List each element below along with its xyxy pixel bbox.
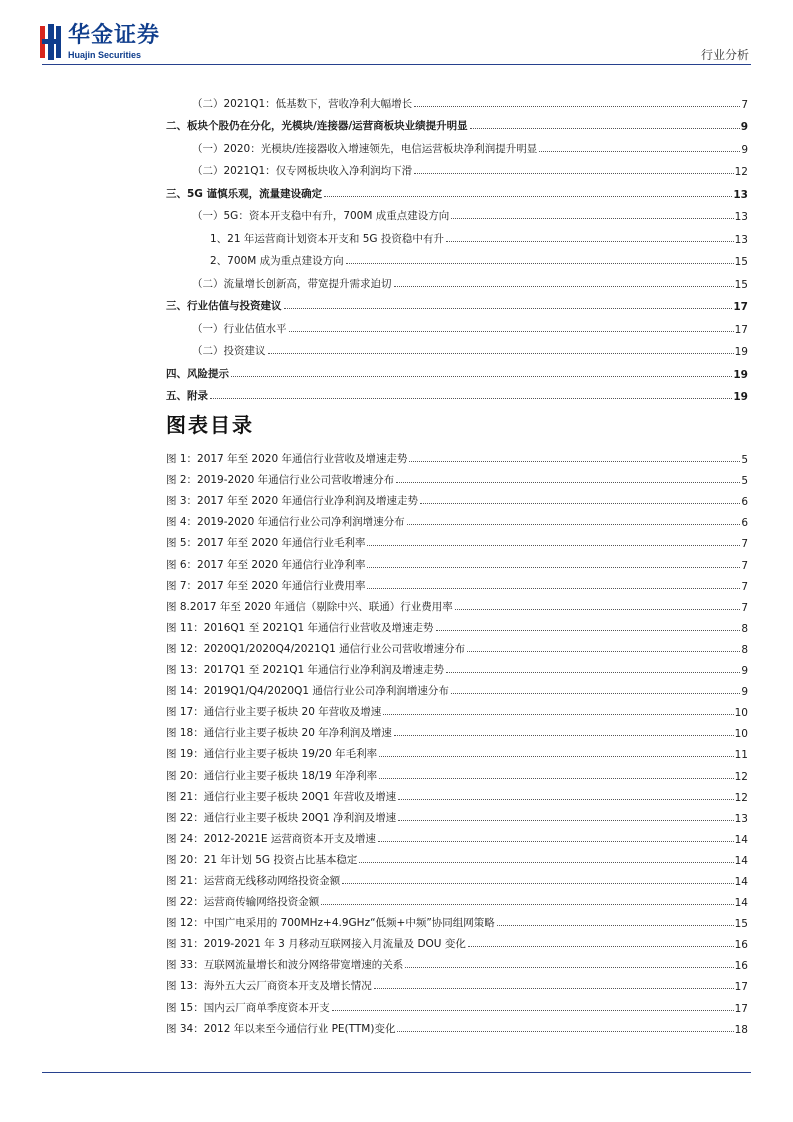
figure-entry-page-number: 14: [734, 854, 748, 867]
figure-entry[interactable]: [166, 529, 748, 550]
dot-leader: [470, 128, 740, 129]
toc-entry[interactable]: [166, 133, 748, 156]
figure-entry[interactable]: [166, 867, 748, 888]
dot-leader: [451, 218, 733, 219]
figure-entry-page-number: 14: [734, 833, 748, 846]
figure-entry[interactable]: [166, 677, 748, 698]
dot-leader: [468, 946, 734, 947]
toc-entry-page-number: 17: [733, 301, 748, 313]
figure-entry[interactable]: [166, 825, 748, 846]
figure-entry[interactable]: [166, 888, 748, 909]
toc-entry-page-number: 9: [741, 143, 748, 156]
figure-entry-page-number: 7: [741, 601, 748, 614]
toc-entry[interactable]: [166, 178, 748, 201]
figure-entry[interactable]: [166, 1015, 748, 1036]
dot-leader: [396, 482, 740, 483]
figures-index-title: 图表目录: [166, 413, 254, 437]
figure-entry-title: 图 13：海外五大云厂商资本开支及增长情况: [166, 980, 372, 993]
figure-entry[interactable]: [166, 740, 748, 761]
figure-entry-page-number: 5: [741, 475, 748, 488]
figure-entry-page-number: 12: [734, 770, 748, 783]
dot-leader: [398, 799, 733, 800]
figure-entry-page-number: 10: [734, 707, 748, 720]
toc-entry-title: 二、板块个股仍在分化，光模块/连接器/运营商板块业绩提升明显: [166, 120, 468, 132]
toc-entry[interactable]: [166, 336, 748, 359]
figure-entry-title: 图 33：互联网流量增长和波分网络带宽增速的关系: [166, 959, 404, 972]
figure-entry-page-number: 9: [741, 665, 748, 678]
toc-entry[interactable]: [166, 313, 748, 336]
toc-entry[interactable]: [166, 268, 748, 291]
dot-leader: [378, 841, 734, 842]
dot-leader: [346, 263, 734, 264]
toc-entry-title: （一）行业估值水平: [192, 322, 287, 335]
figure-entry-page-number: 7: [741, 580, 748, 593]
dot-leader: [414, 106, 740, 107]
toc-entry-page-number: 13: [734, 211, 748, 223]
toc-entry-page-number: 13: [733, 188, 748, 201]
figure-entry-title: 图 24：2012-2021E 运营商资本开支及增速: [166, 832, 376, 845]
figure-entry[interactable]: [166, 466, 748, 487]
figure-entry-title: 图 5：2017 年至 2020 年通信行业毛利率: [166, 537, 366, 550]
toc-entry[interactable]: [166, 381, 748, 404]
figure-entry-title: 图 8.2017 年至 2020 年通信（剔除中兴、联通）行业费用率: [166, 600, 453, 613]
toc-entry-page-number: 7: [741, 98, 748, 111]
figure-entry-title: 图 12：中国广电采用的 700MHz+4.9GHz“低频+中频”协同组网策略: [166, 917, 495, 930]
dot-leader: [231, 376, 732, 377]
toc-entry[interactable]: [166, 156, 748, 179]
figure-entry[interactable]: [166, 846, 748, 867]
dot-leader: [414, 173, 733, 174]
toc-entry[interactable]: [166, 88, 748, 111]
figure-entry-page-number: 16: [734, 939, 748, 952]
dot-leader: [374, 988, 734, 989]
dot-leader: [289, 331, 734, 332]
toc-entry-page-number: 9: [740, 121, 748, 133]
figure-entry-page-number: 14: [734, 875, 748, 888]
report-category: 行业分析: [700, 48, 749, 62]
figure-entry-title: 图 20：21 年计划 5G 投资占比基本稳定: [166, 853, 358, 866]
figure-entry[interactable]: [166, 656, 748, 677]
dot-leader: [398, 820, 733, 821]
toc-entry[interactable]: [166, 358, 748, 381]
toc-entry-title: （一）5G：资本开支稳中有升，700M 成重点建设方向: [192, 210, 450, 222]
figure-entry[interactable]: [166, 508, 748, 529]
figure-entry-title: 图 7：2017 年至 2020 年通信行业费用率: [166, 579, 366, 592]
figure-entry-title: 图 17：通信行业主要子板块 20 年营收及增速: [166, 706, 382, 719]
dot-leader: [446, 241, 734, 242]
footer-divider: [42, 1072, 751, 1073]
figure-entry[interactable]: [166, 635, 748, 656]
dot-leader: [383, 714, 733, 715]
dot-leader: [321, 904, 733, 905]
toc-entry[interactable]: [166, 111, 748, 134]
figure-entry[interactable]: [166, 719, 748, 740]
toc-entry-title: 三、行业估值与投资建议: [166, 300, 282, 312]
toc-entry-title: 1、21 年运营商计划资本开支和 5G 投资稳中有升: [210, 232, 444, 245]
dot-leader: [367, 545, 740, 546]
figure-entry[interactable]: [166, 593, 748, 614]
toc-entry-page-number: 19: [733, 391, 748, 403]
toc-entry-title: （二）2021Q1：低基数下，营收净利大幅增长: [192, 97, 413, 110]
figure-entry-title: 图 21：通信行业主要子板块 20Q1 年营收及增速: [166, 790, 397, 803]
figure-entry-page-number: 14: [734, 897, 748, 910]
toc-entry-title: （二）2021Q1：仅专网板块收入净利润均下滑: [192, 165, 413, 177]
toc-entry[interactable]: [166, 246, 748, 269]
figure-entry[interactable]: [166, 993, 748, 1014]
dot-leader: [455, 609, 741, 610]
table-of-contents: [166, 88, 748, 403]
figure-entry[interactable]: [166, 572, 748, 593]
figure-entry-title: 图 1：2017 年至 2020 年通信行业营收及增速走势: [166, 453, 408, 466]
toc-entry-title: （一）2020：光模块/连接器收入增速领先，电信运营板块净利润提升明显: [192, 142, 538, 155]
dot-leader: [268, 353, 734, 354]
figure-entry[interactable]: [166, 445, 748, 466]
figure-entry-title: 图 11：2016Q1 至 2021Q1 年通信行业营收及增速走势: [166, 621, 434, 634]
figure-entry[interactable]: [166, 909, 748, 930]
toc-entry[interactable]: [166, 223, 748, 246]
dot-leader: [367, 588, 740, 589]
figure-entry-title: 图 18：通信行业主要子板块 20 年净利润及增速: [166, 727, 392, 740]
toc-entry-page-number: 19: [733, 368, 748, 381]
figure-entry[interactable]: [166, 930, 748, 951]
toc-entry-page-number: 12: [734, 166, 748, 178]
toc-entry-title: 五、附录: [166, 390, 208, 402]
figure-entry-title: 图 20：通信行业主要子板块 18/19 年净利率: [166, 769, 378, 782]
figure-entry-page-number: 8: [741, 622, 748, 635]
figure-entry-page-number: 9: [741, 686, 748, 699]
figure-entry-page-number: 7: [741, 538, 748, 551]
dot-leader: [359, 862, 733, 863]
toc-entry-title: 四、风险提示: [166, 367, 229, 380]
figure-entry-page-number: 6: [741, 517, 748, 530]
figure-entry-page-number: 17: [734, 1002, 748, 1015]
figure-entry-page-number: 7: [741, 559, 748, 572]
dot-leader: [397, 1031, 733, 1032]
figure-entry-page-number: 13: [734, 812, 748, 825]
figure-entry-page-number: 8: [741, 643, 748, 656]
figure-entry-page-number: 5: [741, 454, 748, 467]
dot-leader: [284, 308, 733, 309]
dot-leader: [379, 756, 733, 757]
figure-entry-page-number: 16: [734, 960, 748, 973]
toc-entry-page-number: 17: [734, 323, 748, 336]
figure-entry-title: 图 31：2019-2021 年 3 月移动互联网接入月流量及 DOU 变化: [166, 938, 466, 951]
dot-leader: [379, 778, 733, 779]
dot-leader: [451, 693, 740, 694]
dot-leader: [324, 196, 732, 197]
toc-entry-page-number: 13: [734, 233, 748, 246]
dot-leader: [342, 883, 733, 884]
figure-entry-page-number: 18: [734, 1023, 748, 1036]
figure-entry-title: 图 34：2012 年以来至今通信行业 PE(TTM)变化: [166, 1022, 396, 1035]
dot-leader: [210, 398, 732, 399]
figure-entry-title: 图 15：国内云厂商单季度资本开支: [166, 1001, 330, 1014]
figure-entry-page-number: 10: [734, 728, 748, 741]
figure-entry-title: 图 21：运营商无线移动网络投资金额: [166, 874, 341, 887]
figure-entry[interactable]: [166, 972, 748, 993]
dot-leader: [405, 967, 733, 968]
figure-entry-page-number: 17: [734, 981, 748, 994]
figure-entry-title: 图 22：运营商传输网络投资金额: [166, 896, 320, 909]
figure-entry-title: 图 3：2017 年至 2020 年通信行业净利润及增速走势: [166, 495, 418, 508]
dot-leader: [394, 735, 734, 736]
figure-entry-title: 图 4：2019-2020 年通信行业公司净利润增速分布: [166, 516, 405, 529]
figure-entry-title: 图 14：2019Q1/Q4/2020Q1 通信行业公司净利润增速分布: [166, 685, 449, 698]
logo-chinese-name: 华金证券: [68, 23, 161, 48]
figure-entry-page-number: 15: [734, 918, 748, 931]
dot-leader: [394, 286, 734, 287]
toc-entry-title: （二）投资建议: [192, 345, 266, 357]
figure-entry[interactable]: [166, 951, 748, 972]
toc-entry-title: 三、5G 谨慎乐观，流量建设确定: [166, 187, 323, 200]
figure-entry[interactable]: [166, 614, 748, 635]
figure-entry-page-number: 11: [734, 749, 748, 762]
figure-entry-page-number: 6: [741, 496, 748, 509]
figure-entry[interactable]: [166, 698, 748, 719]
figure-entry-title: 图 22：通信行业主要子板块 20Q1 净利润及增速: [166, 811, 397, 824]
toc-entry-page-number: 15: [734, 278, 748, 291]
dot-leader: [420, 503, 740, 504]
figure-entry-title: 图 6：2017 年至 2020 年通信行业净利率: [166, 558, 366, 571]
dot-leader: [467, 651, 740, 652]
figure-entry[interactable]: [166, 550, 748, 571]
dot-leader: [436, 630, 741, 631]
figure-entry[interactable]: [166, 761, 748, 782]
dot-leader: [446, 672, 740, 673]
header-divider: [42, 64, 751, 65]
figure-entry[interactable]: [166, 783, 748, 804]
toc-entry-page-number: 15: [734, 256, 748, 268]
figure-entry[interactable]: [166, 487, 748, 508]
figure-entry-title: 图 19：通信行业主要子板块 19/20 年毛利率: [166, 748, 378, 761]
figures-index: [166, 445, 748, 1036]
dot-leader: [539, 151, 740, 152]
figure-entry-title: 图 13：2017Q1 至 2021Q1 年通信行业净利润及增速走势: [166, 664, 445, 677]
toc-entry[interactable]: [166, 201, 748, 224]
figure-entry-page-number: 12: [734, 791, 748, 804]
dot-leader: [332, 1010, 734, 1011]
dot-leader: [407, 524, 741, 525]
logo-mark-icon: [40, 24, 62, 60]
page-header: [0, 0, 793, 66]
toc-entry-title: （二）流量增长创新高，带宽提升需求迫切: [192, 277, 392, 290]
toc-entry[interactable]: [166, 291, 748, 314]
dot-leader: [367, 567, 740, 568]
toc-entry-title: 2、700M 成为重点建设方向: [210, 255, 344, 267]
figure-entry-title: 图 12：2020Q1/2020Q4/2021Q1 通信行业公司营收增速分布: [166, 642, 466, 655]
dot-leader: [497, 925, 734, 926]
figure-entry[interactable]: [166, 804, 748, 825]
figure-entry-title: 图 2：2019-2020 年通信行业公司营收增速分布: [166, 474, 395, 487]
toc-entry-page-number: 19: [734, 346, 748, 358]
dot-leader: [409, 461, 740, 462]
logo-english-name: Huajin Securities: [68, 50, 142, 60]
